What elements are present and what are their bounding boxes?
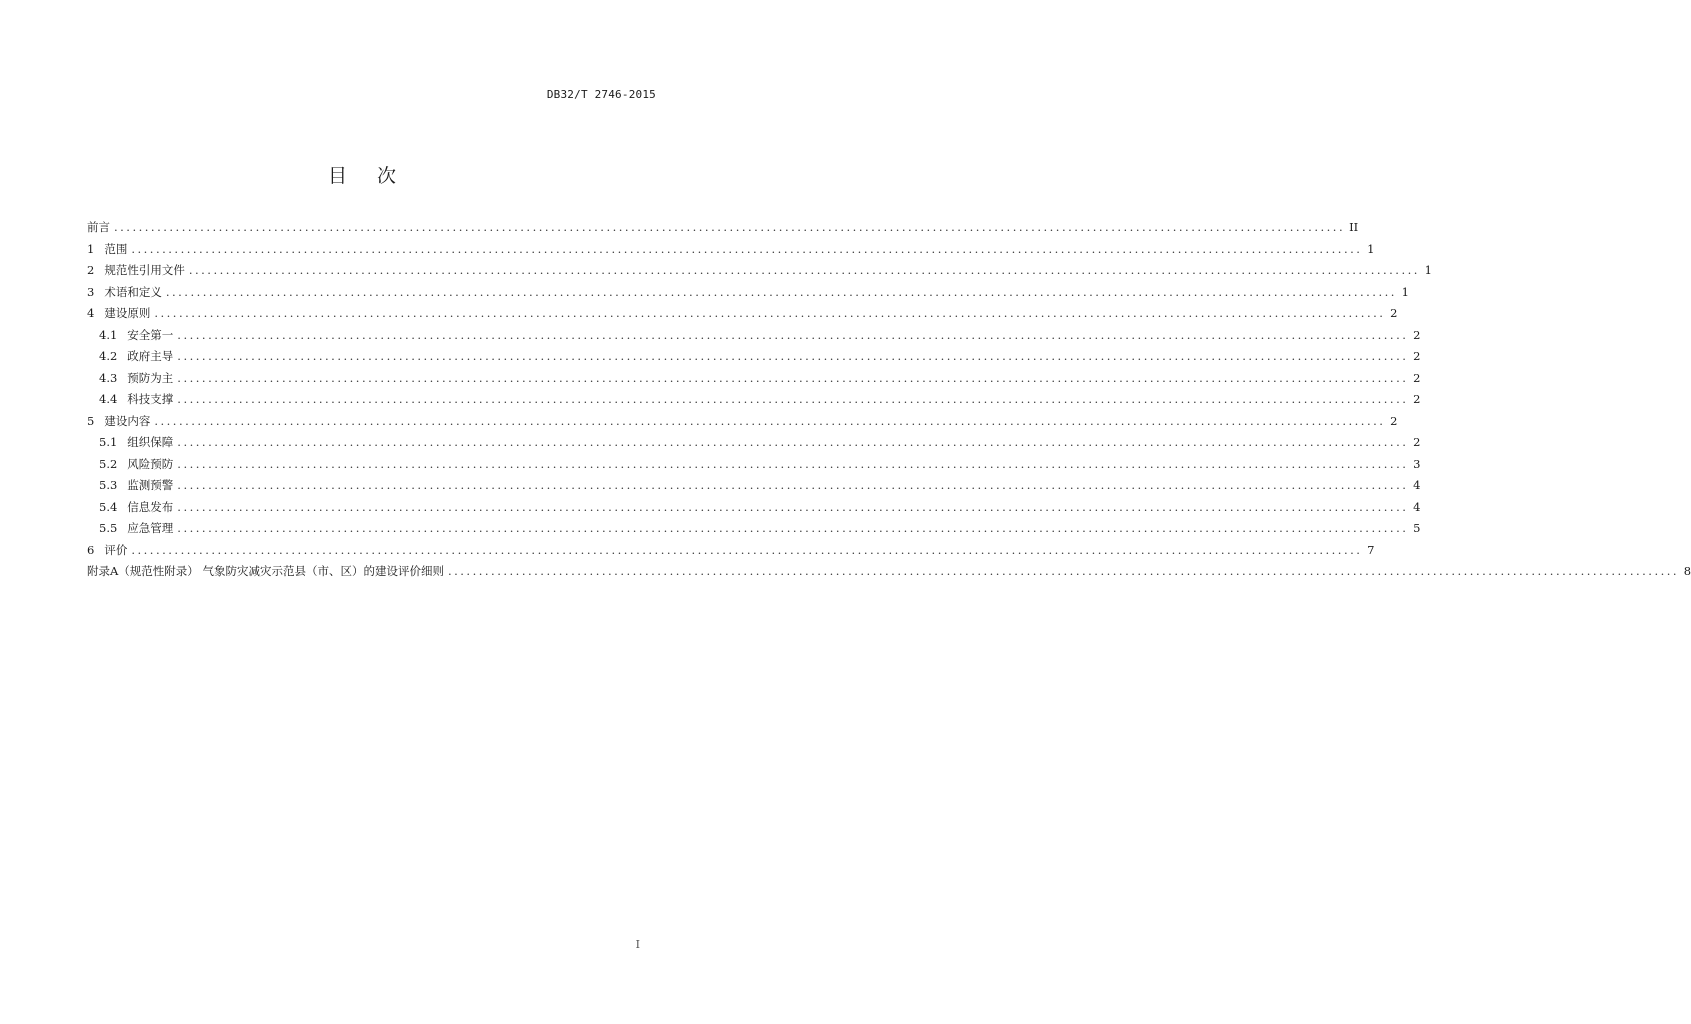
toc-entry-page: 7 <box>1367 542 1375 557</box>
toc-leader-dots: ........................................................................................................................................................................................................ <box>188 263 1420 277</box>
toc-entry[interactable] <box>87 325 1421 347</box>
toc-leader-dots: ........................................................................................................................................................................................................ <box>177 456 1409 471</box>
toc-entry-label: 政府主导 <box>127 349 174 363</box>
document-code: DB32/T 2746-2015 <box>546 88 656 101</box>
toc-entry-page: 4 <box>1413 499 1421 514</box>
toc-leader-dots: ........................................................................................................................................................................................................ <box>177 349 1409 363</box>
toc-entry[interactable] <box>87 346 1421 368</box>
toc-entry-page: 1 <box>1367 241 1375 256</box>
toc-entry[interactable] <box>87 303 1398 325</box>
toc-entry-page: 2 <box>1390 306 1398 320</box>
toc-entry-label: 风险预防 <box>127 456 174 471</box>
toc-entry-page: 4 <box>1413 478 1421 492</box>
toc-entry-label: 预防为主 <box>127 370 174 385</box>
toc-entry-number: 5 <box>87 413 95 428</box>
toc-entry-number: 5.2 <box>99 456 118 471</box>
toc-entry-label: 规范性引用文件 <box>104 263 185 277</box>
toc-leader-dots: ........................................................................................................................................................................................................ <box>131 542 1363 557</box>
toc-entry[interactable] <box>87 389 1421 411</box>
title-char-2: 次 <box>377 165 397 187</box>
toc-entry-label: 术语和定义 <box>104 284 162 299</box>
toc-entry[interactable] <box>87 411 1398 433</box>
toc-entry-number: 3 <box>87 284 95 299</box>
toc-entry-page: 5 <box>1413 521 1421 535</box>
toc-entry-page: 2 <box>1390 413 1398 428</box>
toc-entry[interactable] <box>87 217 1359 239</box>
toc-leader-dots: ........................................................................................................................................................................................................ <box>114 220 1346 234</box>
toc-entry-number: 4.2 <box>99 349 118 363</box>
toc-entry-number: 5.1 <box>99 435 118 449</box>
toc-entry-number: 6 <box>87 542 95 557</box>
toc-leader-dots: ........................................................................................................................................................................................................ <box>177 521 1409 535</box>
toc-entry[interactable] <box>87 282 1409 304</box>
toc-entry-label: 建设原则 <box>104 306 151 320</box>
toc-leader-dots: ........................................................................................................................................................................................................ <box>154 306 1386 320</box>
toc-entry[interactable] <box>87 497 1421 519</box>
toc-entry-label: 组织保障 <box>127 435 174 449</box>
toc-leader-dots: ........................................................................................................................................................................................................ <box>177 435 1409 449</box>
toc-leader-dots: ........................................................................................................................................................................................................ <box>447 564 1680 578</box>
toc-entry-page: 3 <box>1413 456 1421 471</box>
toc-entry-number: 4.4 <box>99 392 118 406</box>
title-char-1: 目 <box>327 165 347 187</box>
toc-entry-label: 监测预警 <box>127 478 174 492</box>
toc-entry-page: 2 <box>1413 349 1421 363</box>
toc-entry-label: 应急管理 <box>127 521 174 535</box>
toc-entry[interactable] <box>87 239 1375 261</box>
toc-entry-page: 1 <box>1424 263 1432 277</box>
toc-entry[interactable] <box>87 540 1375 562</box>
toc-entry-number: 5.4 <box>99 499 118 514</box>
toc-entry-page: 2 <box>1413 435 1421 449</box>
toc-entry-page: 1 <box>1401 284 1409 299</box>
toc-entry-number: 4 <box>87 306 95 320</box>
toc-leader-dots: ........................................................................................................................................................................................................ <box>177 478 1409 492</box>
toc-leader-dots: ........................................................................................................................................................................................................ <box>177 392 1409 406</box>
toc-entry[interactable] <box>87 368 1421 390</box>
toc-entry[interactable] <box>87 260 1432 282</box>
toc-leader-dots: ........................................................................................................................................................................................................ <box>177 499 1409 514</box>
page-title <box>0 161 724 188</box>
toc-entry[interactable] <box>87 432 1421 454</box>
toc-entry-number: 5.3 <box>99 478 118 492</box>
toc-entry-label: 附录A（规范性附录） 气象防灾减灾示范县（市、区）的建设评价细则 <box>87 564 444 578</box>
toc-leader-dots: ........................................................................................................................................................................................................ <box>165 284 1397 299</box>
toc-entry[interactable] <box>87 454 1421 476</box>
toc-leader-dots: ........................................................................................................................................................................................................ <box>154 413 1386 428</box>
toc-entry[interactable] <box>87 475 1421 497</box>
toc-entry-page: 8 <box>1683 564 1691 578</box>
toc-entry-label: 范围 <box>104 241 128 256</box>
toc-entry-label: 评价 <box>104 542 128 557</box>
toc-entry-number: 2 <box>87 263 95 277</box>
toc-entry-label: 建设内容 <box>104 413 151 428</box>
toc-entry-page: 2 <box>1413 370 1421 385</box>
toc-leader-dots: ........................................................................................................................................................................................................ <box>131 241 1363 256</box>
toc-entry-number: 4.3 <box>99 370 118 385</box>
toc-entry-label: 前言 <box>87 220 110 234</box>
toc-entry[interactable] <box>87 518 1421 540</box>
toc-entry-page: 2 <box>1413 392 1421 406</box>
table-of-contents <box>87 217 1691 583</box>
toc-entry-number: 1 <box>87 241 95 256</box>
toc-entry-page: II <box>1349 220 1359 234</box>
page-number: I <box>635 938 640 951</box>
toc-entry-number: 4.1 <box>99 327 118 342</box>
toc-entry-label: 安全第一 <box>127 327 174 342</box>
toc-entry[interactable] <box>87 561 1691 583</box>
toc-entry-label: 科技支撑 <box>127 392 174 406</box>
toc-entry-page: 2 <box>1413 327 1421 342</box>
toc-entry-number: 5.5 <box>99 521 118 535</box>
toc-leader-dots: ........................................................................................................................................................................................................ <box>177 370 1409 385</box>
toc-leader-dots: ........................................................................................................................................................................................................ <box>177 327 1409 342</box>
toc-entry-label: 信息发布 <box>127 499 174 514</box>
